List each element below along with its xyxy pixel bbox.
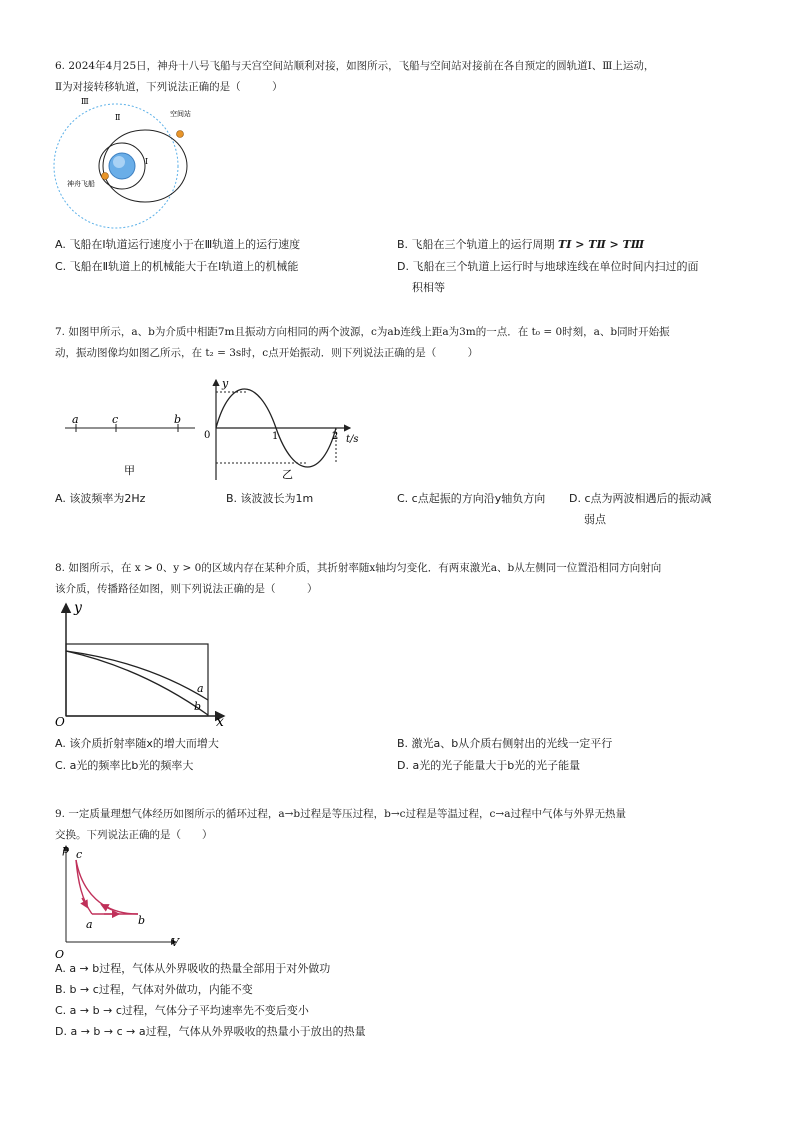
ray-b: [66, 651, 208, 715]
label-orbit-II: Ⅱ: [115, 113, 121, 122]
label-tick-1: 1: [272, 431, 279, 442]
q8-option-d[interactable]: D. a光的光子能量大于b光的光子能量: [397, 759, 581, 772]
caption-yi: 乙: [282, 468, 293, 481]
question-6-stem: [55, 56, 745, 98]
label-V: V: [171, 936, 179, 949]
refraction-figure: [52, 598, 232, 728]
label-orbit-I: Ⅰ: [145, 157, 149, 166]
label-origin: O: [55, 948, 65, 960]
vibration-graph-yi: [200, 376, 370, 486]
pv-diagram: [52, 842, 192, 960]
ray-a: [66, 651, 208, 700]
label-tick-2: 2: [332, 431, 339, 442]
q7-option-d-line1: D. c点为两波相遇后的振动减: [569, 492, 712, 505]
label-ray-a: a: [197, 682, 204, 695]
label-point-b: b: [138, 914, 146, 927]
question-8-stem-line1: 8. 如图所示，在 x > 0、y > 0的区域内存在某种介质，其折射率随x轴均匀变化．有两束激光a、b从左侧同一位置沿相同方向射向: [55, 562, 662, 574]
question-9-stem-line1: 9. 一定质量理想气体经历如图所示的循环过程，a→b过程是等压过程，b→c过程是等温过程，c→a过程中气体与外界无热量: [55, 808, 626, 820]
question-7-stem-line2: 动，振动图像均如图乙所示，在 t₂ = 3s时，c点开始振动．则下列说法正确的是（ ）: [55, 347, 479, 359]
q9-option-d[interactable]: D. a → b → c → a过程，气体从外界吸收的热量小于放出的热量: [55, 1025, 366, 1038]
q8-option-b[interactable]: B. 激光a、b从介质右侧射出的光线一定平行: [397, 737, 613, 750]
q6-option-b[interactable]: [397, 234, 644, 255]
q9-option-b[interactable]: B. b → c过程，气体对外做功，内能不变: [55, 983, 253, 996]
label-space-station: 空间站: [170, 110, 191, 118]
label-a: a: [72, 413, 79, 426]
label-point-a: a: [86, 918, 93, 931]
q9-option-a[interactable]: A. a → b过程，气体从外界吸收的热量全部用于对外做功: [55, 962, 331, 975]
q7-option-b[interactable]: B. 该波波长为1m: [226, 492, 314, 505]
orbit-figure: [50, 94, 200, 234]
q8-option-a[interactable]: A. 该介质折射率随x的增大而增大: [55, 737, 219, 750]
process-bc-arrow: [104, 906, 112, 910]
label-y: y: [222, 377, 229, 390]
label-spaceship: 神舟飞船: [67, 180, 95, 188]
q6-option-b-math: TⅠ > TⅡ > TⅢ: [558, 238, 645, 251]
question-6-stem-line2: Ⅱ为对接转移轨道，下列说法正确的是（ ）: [55, 81, 283, 93]
label-b: b: [174, 413, 182, 426]
q7-option-a[interactable]: A. 该波频率为2Hz: [55, 492, 146, 505]
question-9-stem: [55, 804, 745, 846]
process-bc: [76, 860, 138, 914]
question-7-stem-line1: 7. 如图甲所示，a、b为介质中相距7m且振动方向相同的两个波源，c为ab连线上距a为3m的一点．在 t₀ = 0时刻，a、b同时开始振: [55, 326, 670, 338]
label-orbit-III: Ⅲ: [81, 97, 89, 106]
caption-jia: 甲: [124, 464, 135, 477]
q6-option-c[interactable]: C. 飞船在Ⅱ轨道上的机械能大于在Ⅰ轨道上的机械能: [55, 260, 299, 273]
q6-option-d-line2: 积相等: [412, 281, 445, 294]
space-station-dot: [177, 131, 184, 138]
q6-option-d[interactable]: [397, 256, 698, 298]
label-point-c: c: [76, 848, 83, 861]
question-6-stem-line1: 6. 2024年4月25日，神舟十八号飞船与天宫空间站顺利对接，如图所示，飞船与空间站对接前在各自预定的圆轨道Ⅰ、Ⅲ上运动，: [55, 60, 655, 72]
label-x: x: [216, 714, 224, 728]
label-t-axis: t/s: [346, 434, 359, 445]
q6-option-d-line1: D. 飞船在三个轨道上运行时与地球连线在单位时间内扫过的面: [397, 260, 699, 273]
question-8-stem-line2: 该介质，传播路径如图，则下列说法正确的是（ ）: [55, 583, 318, 595]
label-origin: O: [55, 715, 65, 728]
q6-option-a[interactable]: A. 飞船在Ⅰ轨道运行速度小于在Ⅲ轨道上的运行速度: [55, 238, 301, 251]
label-y: y: [74, 600, 82, 616]
label-p: p: [62, 843, 70, 856]
label-ray-b: b: [194, 700, 202, 713]
q7-option-d-line2: 弱点: [584, 513, 606, 526]
question-8-stem: [55, 558, 745, 600]
question-9-stem-line2: 交换。下列说法正确的是（ ）: [55, 829, 213, 841]
q7-option-c[interactable]: C. c点起振的方向沿y轴负方向: [397, 492, 546, 505]
label-c: c: [112, 413, 119, 426]
spaceship-dot: [102, 173, 109, 180]
wave-source-figure-jia: [60, 408, 200, 478]
label-origin: 0: [204, 430, 211, 441]
q6-option-b-text: B. 飞船在三个轨道上的运行周期: [397, 238, 555, 251]
q8-option-c[interactable]: C. a光的频率比b光的频率大: [55, 759, 194, 772]
question-7-stem: [55, 322, 745, 364]
q7-option-d[interactable]: [569, 488, 712, 530]
q9-option-c[interactable]: C. a → b → c过程，气体分子平均速率先不变后变小: [55, 1004, 309, 1017]
earth-highlight: [113, 156, 125, 168]
